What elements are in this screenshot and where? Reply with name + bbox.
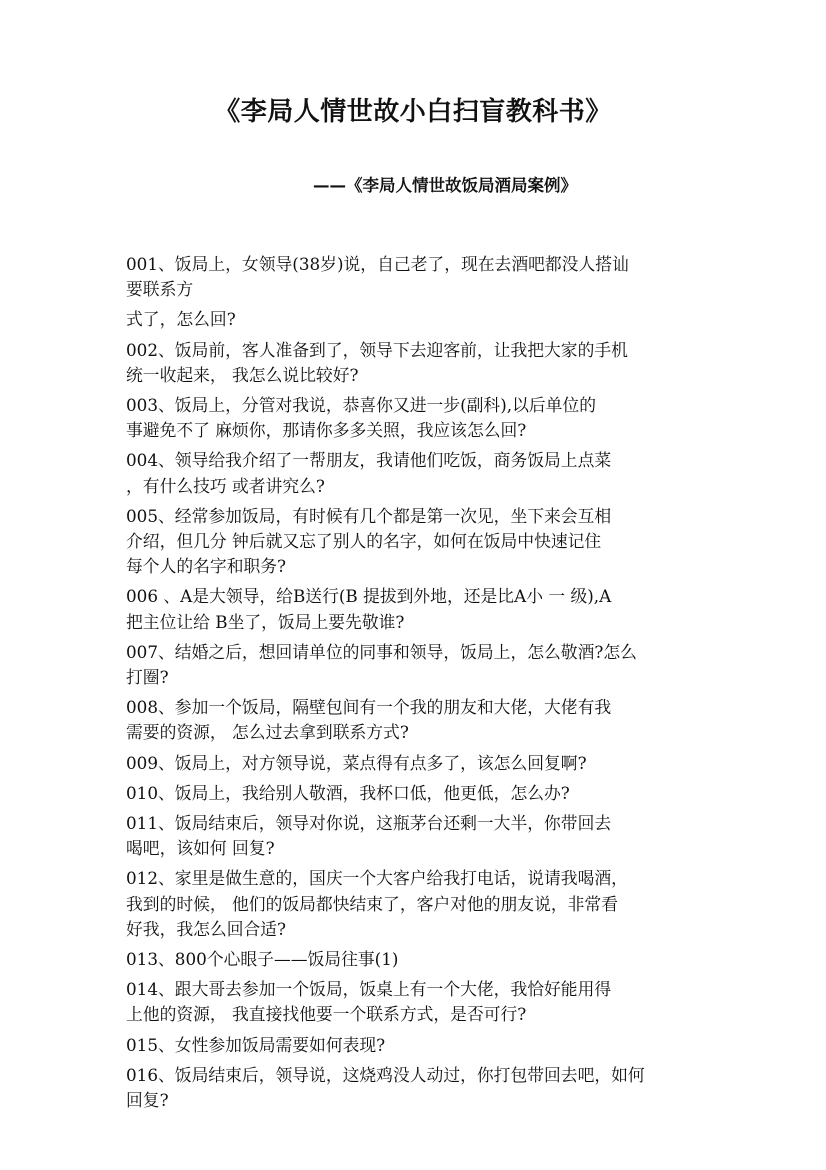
question-line: 统一收起来， 我怎么说比较好? <box>126 364 359 385</box>
question-item <box>126 504 706 580</box>
question-item <box>126 640 706 690</box>
question-line: ，有什么技巧 或者讲究么? <box>126 475 325 496</box>
document-subtitle: ——《李局人情世故饭局酒局案例》 <box>313 176 577 195</box>
question-line: 002、饭局前，客人准备到了，领导下去迎客前，让我把大家的手机 <box>126 339 628 360</box>
question-item <box>126 1033 706 1058</box>
question-item <box>126 751 706 776</box>
question-line: 008、参加一个饭局，隔壁包间有一个我的朋友和大佬，大佬有我 <box>126 697 612 718</box>
question-line: 010、饭局上，我给别人敬酒，我杯口低，他更低，怎么办? <box>126 782 570 803</box>
question-line: 需要的资源， 怎么过去拿到联系方式? <box>126 722 409 743</box>
question-line: 001、饭局上，女领导(38岁)说，自己老了，现在去酒吧都没人搭讪 <box>126 254 629 274</box>
question-line: 006 、A是大领导，给B送行(B 提拔到外地，还是比A小 一 级),A <box>126 586 612 607</box>
question-line: 喝吧，该如何 回复? <box>126 838 275 859</box>
question-line: 016、饭局结束后，领导说，这烧鸡没人动过，你打包带回去吧，如何 <box>126 1064 645 1085</box>
question-item <box>126 393 706 443</box>
question-list <box>126 252 706 1113</box>
question-line: 把主位让给 B坐了，饭局上要先敬谁? <box>126 611 405 632</box>
question-line: 式了，怎么回? <box>126 309 236 330</box>
question-item <box>126 811 706 861</box>
question-line: 好我，我怎么回合适? <box>126 918 287 939</box>
question-item <box>126 977 706 1027</box>
question-line: 回复? <box>126 1090 169 1111</box>
question-line: 介绍，但几分 钟后就又忘了别人的名字，如何在饭局中快速记住 <box>126 531 602 552</box>
question-item <box>126 448 706 498</box>
question-item <box>126 252 706 302</box>
question-line: 要联系方 <box>126 279 194 300</box>
question-line: 打圈? <box>126 667 169 688</box>
question-item <box>126 1063 706 1113</box>
question-item <box>126 307 706 332</box>
question-line: 每个人的名字和职务? <box>126 556 287 577</box>
question-line: 011、饭局结束后，领导对你说，这瓶茅台还剩一大半，你带回去 <box>126 813 612 834</box>
question-line: 事避免不了 麻烦你，那请你多多关照，我应该怎么回? <box>126 420 527 441</box>
document-title: 《李局人情世故小白扫盲教科书》 <box>214 97 612 127</box>
question-item <box>126 866 706 942</box>
question-line: 007、结婚之后，想回请单位的同事和领导，饭局上，怎么敬酒?怎么 <box>126 641 637 662</box>
question-line: 我到的时候， 他们的饭局都快结束了，客户对他的朋友说，非常看 <box>126 893 618 914</box>
question-line: 004、领导给我介绍了一帮朋友，我请他们吃饭，商务饭局上点菜 <box>126 450 612 471</box>
question-line: 上他的资源， 我直接找他要一个联系方式，是否可行? <box>126 1004 527 1025</box>
question-line: 014、跟大哥去参加一个饭局，饭桌上有一个大佬，我恰好能用得 <box>126 979 612 1000</box>
question-item <box>126 695 706 745</box>
question-item <box>126 338 706 388</box>
question-item <box>126 947 706 972</box>
question-line: 009、饭局上，对方领导说，菜点得有点多了，该怎么回复啊? <box>126 752 587 773</box>
question-line: 003、饭局上，分管对我说，恭喜你又进一步(副科),以后单位的 <box>126 395 596 416</box>
question-item <box>126 584 706 634</box>
question-line: 012、家里是做生意的，国庆一个大客户给我打电话，说请我喝酒， <box>126 868 628 889</box>
question-line: 015、女性参加饭局需要如何表现? <box>126 1034 386 1055</box>
question-line: 013、800个心眼子——饭局往事(1) <box>126 949 399 970</box>
question-item <box>126 781 706 806</box>
question-line: 005、经常参加饭局，有时候有几个都是第一次见，坐下来会互相 <box>126 505 612 526</box>
